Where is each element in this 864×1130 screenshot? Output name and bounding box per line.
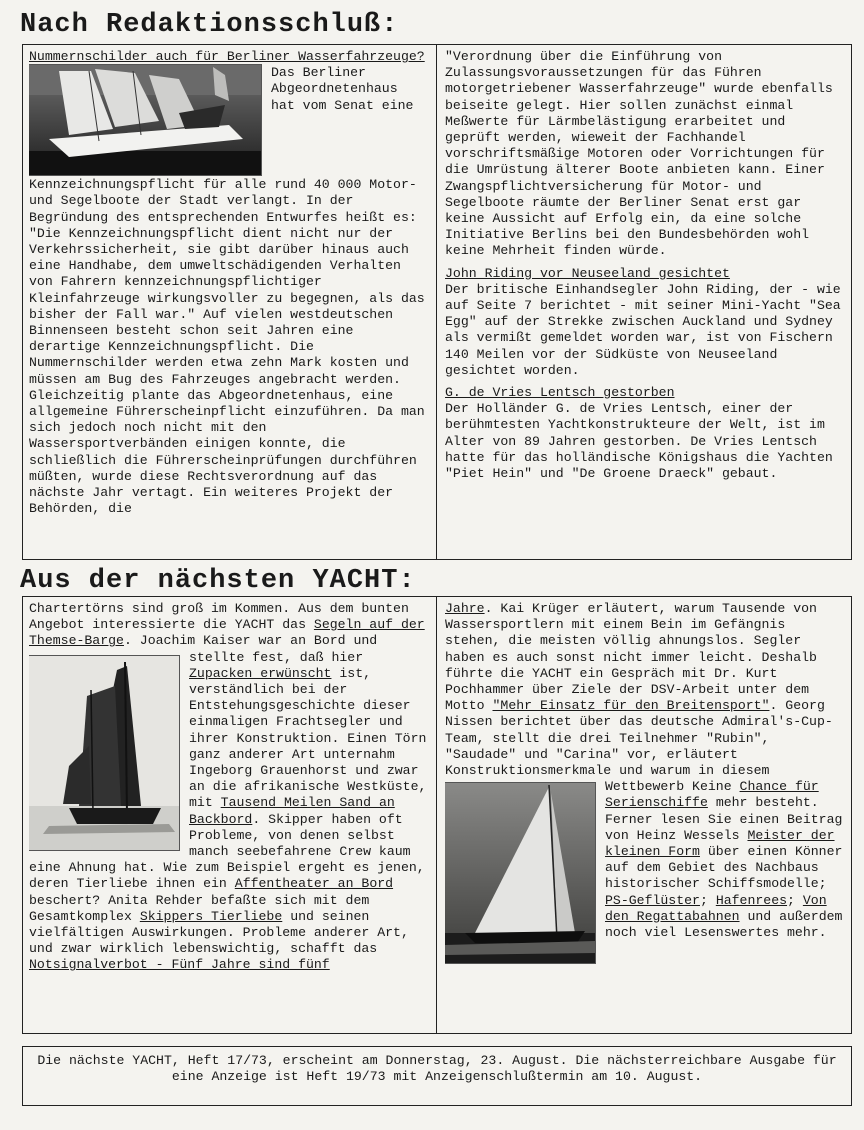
article-title-john-riding: John Riding vor Neuseeland gesichtet	[445, 265, 730, 281]
preview-text: . Kai Krüger erläutert, warum Tausende von Wassersportlern mit einem Bein im Gefängnis stehen, die meisten völlig ahnungslos. Segler haben es auch sonst nicht immer leicht. Deshalb führte die YACHT ein Gespräch mit Dr. Kurt Pochhammer über Ziele der DSV-Arbeit unter dem Motto	[445, 601, 817, 714]
heading-aus-der-naechsten-yacht: Aus der nächsten YACHT:	[20, 566, 416, 596]
preview-text: mehr besteht. Ferner lesen Sie einen Beitrag von Heinz Wessels	[605, 795, 843, 843]
preview-text: . Georg Nissen berichtet über das deutsche Admiral's-Cup-Team, stellt die drei Teilnehmer "Rubin", "Saudade" und "Carina" vor, erläutert Konstruktionsmerkmale und warum in diesem Wettbewerb Keine	[445, 698, 833, 795]
heading-nach-redaktionsschluss: Nach Redaktionsschluß:	[20, 10, 399, 40]
preview-text: über einen Könner auf dem Gebiet des Nachbaus historischer Schiffsmodelle;	[605, 844, 843, 892]
preview-text: und außerdem noch viel Lesenswertes mehr.	[605, 908, 843, 941]
topic-affentheater: Affentheater an Bord	[234, 876, 394, 892]
topic-notsignalverbot: Notsignalverbot - Fünf Jahre sind fünf	[29, 957, 330, 973]
topic-hafenrees: Hafenrees	[715, 892, 788, 908]
article-title-de-vries-lentsch: G. de Vries Lentsch gestorben	[445, 385, 675, 401]
top-news-box	[22, 44, 852, 560]
column-divider	[436, 597, 437, 1033]
article-continuation-verordnung: "Verordnung über die Einführung von Zulassungsvoraussetzungen für das Führen motorgetriebener Wasserfahrzeuge" wurde ebenfalls beiseite gelegt. Hier sollen zunächst einmal Meßwerte für Lärmbelästigung erarbeitet und geprüft werden, wieweit der Fachhandel vorschriftsmäßige Motoren oder Vorrichtungen für die Umrüstung älterer Boote anbieten kann. Einer Zwangspflichtversicherung für Motor- und Segelboote räumte der Berliner Senat erst gar keine Aussicht auf Erfolg ein, da eine solche Initiative Berlins bei den Bundesbehörden wohl keine Mehrheit finden würde.	[445, 49, 833, 259]
photo-admirals-cup-yacht	[445, 783, 595, 963]
topic-chance-serienschiffe: Chance für Serienschiffe	[605, 779, 819, 811]
topic-tausend-meilen: Tausend Meilen Sand an Backbord	[189, 795, 395, 827]
topic-regattabahnen: Von den Regattabahnen	[605, 892, 827, 924]
topic-mehr-einsatz: "Mehr Einsatz für den Breitensport"	[492, 698, 770, 714]
footer-notice	[22, 1046, 852, 1106]
separator: ;	[787, 892, 795, 908]
top-left-column	[29, 49, 429, 517]
separator: ;	[699, 892, 708, 908]
column-divider	[436, 45, 437, 559]
article-body-de-vries-lentsch: Der Holländer G. de Vries Lentsch, einer der berühmtesten Yachtkonstrukteure der Welt, ist im Alter von 89 Jahren gestorben. De Vries Lentsch hatte für das holländische Königshaus die Yachten "Piet Hein" und "De Groene Draeck" gebaut.	[445, 401, 833, 482]
topic-zupacken: Zupacken erwünscht	[189, 665, 332, 681]
photo-thames-barge	[29, 656, 179, 850]
photo-sailboats-racing	[29, 65, 261, 175]
article-body-john-riding: Der britische Einhandsegler John Riding, der - wie auf Seite 7 berichtet - mit seiner Mini-Yacht "Sea Egg" auf der Strekke zwischen Auckland und Sydney als vermißt gemeldet worden war, ist von Fischern 140 Meilen vor der Südküste von Neuseeland gesichtet worden.	[445, 281, 841, 378]
footer-text: Die nächste YACHT, Heft 17/73, erscheint am Donnerstag, 23. August. Die nächsterreichbare Ausgabe für eine Anzeige ist Heft 19/73 mit Anzeigenschlußtermin am 10. August.	[37, 1053, 837, 1085]
preview-text: ist, verständlich bei der Entstehungsgeschichte dieser einmaligen Frachtsegler und ihrer Konstruktion. Einen Törn ganz anderer Art unternahm Ingeborg Grauenhorst und zwar an die afrikanische Westküste, mit	[189, 665, 427, 811]
topic-meister-kleinen-form: Meister der kleinen Form	[605, 827, 835, 860]
article-body-nummernschilder: Das Berliner Abgeordnetenhaus hat vom Senat eine Kennzeichnungspflicht für alle rund 40 000 Motor- und Segelboote der Stadt verlangt. In der Begründung des entsprechenden Entwurfes heißt es: "Die Kennzeichnungspflicht dient nicht nur der Verkehrssicherheit, sie gibt darüber hinaus auch eine Handhabe, dem umweltschädigenden Verhalten von Fahrern kennzeichnungspflichtiger Kleinfahrzeuge wirkungsvoller zu begegnen, als das bisher der Fall war." Auf vielen westdeutschen Binnenseen besteht schon seit Jahren eine derartige Kennzeichnungspflicht. Die Nummernschilder werden etwa zehn Mark kosten und müssen am Bug des Fahrzeuges angebracht werden. Gleichzeitig plante das Abgeordnetenhaus, eine allgemeine Führerscheinpflicht einzuführen. Da man sich jedoch noch nicht mit den Wassersportverbänden einigen konnte, die schließlich die Führerscheinprüfungen durchführen müßten, wurde diese Rechtsverordnung auf das nächste Jahr vertagt. Ein weiteres Projekt der Behörden, die	[29, 65, 425, 517]
preview-text: und seinen vielfältigen Auswirkungen. Probleme anderer Art, und zwar wirklich lebenswichtig, schafft das	[29, 908, 409, 957]
preview-box	[22, 596, 852, 1034]
topic-themse-barge: Segeln auf der Themse-Barge	[29, 617, 425, 649]
topic-ps-gefluester: PS-Geflüster	[605, 892, 700, 908]
preview-text: Chartertörns sind groß im Kommen. Aus dem bunten Angebot interessierte die YACHT das	[29, 601, 409, 633]
preview-text: . Joachim Kaiser war an Bord und stellte fest, daß hier	[123, 633, 378, 665]
preview-text: beschert? Anita Rehder befaßte sich mit dem Gesamtkomplex	[29, 892, 370, 924]
article-title-nummernschilder: Nummernschilder auch für Berliner Wasserfahrzeuge?	[29, 49, 425, 64]
top-right-column	[445, 49, 843, 482]
topic-jahre: Jahre	[445, 601, 485, 616]
preview-text: . Skipper haben oft Probleme, von denen selbst manch seebefahrene Crew kaum eine Ahnung hat. Wie zum Beispiel ergeht es jenen, deren Tierliebe ihnen ein	[29, 811, 425, 892]
topic-skippers-tierliebe: Skippers Tierliebe	[139, 908, 283, 924]
bottom-left-column	[29, 601, 429, 974]
bottom-right-column	[445, 601, 843, 965]
